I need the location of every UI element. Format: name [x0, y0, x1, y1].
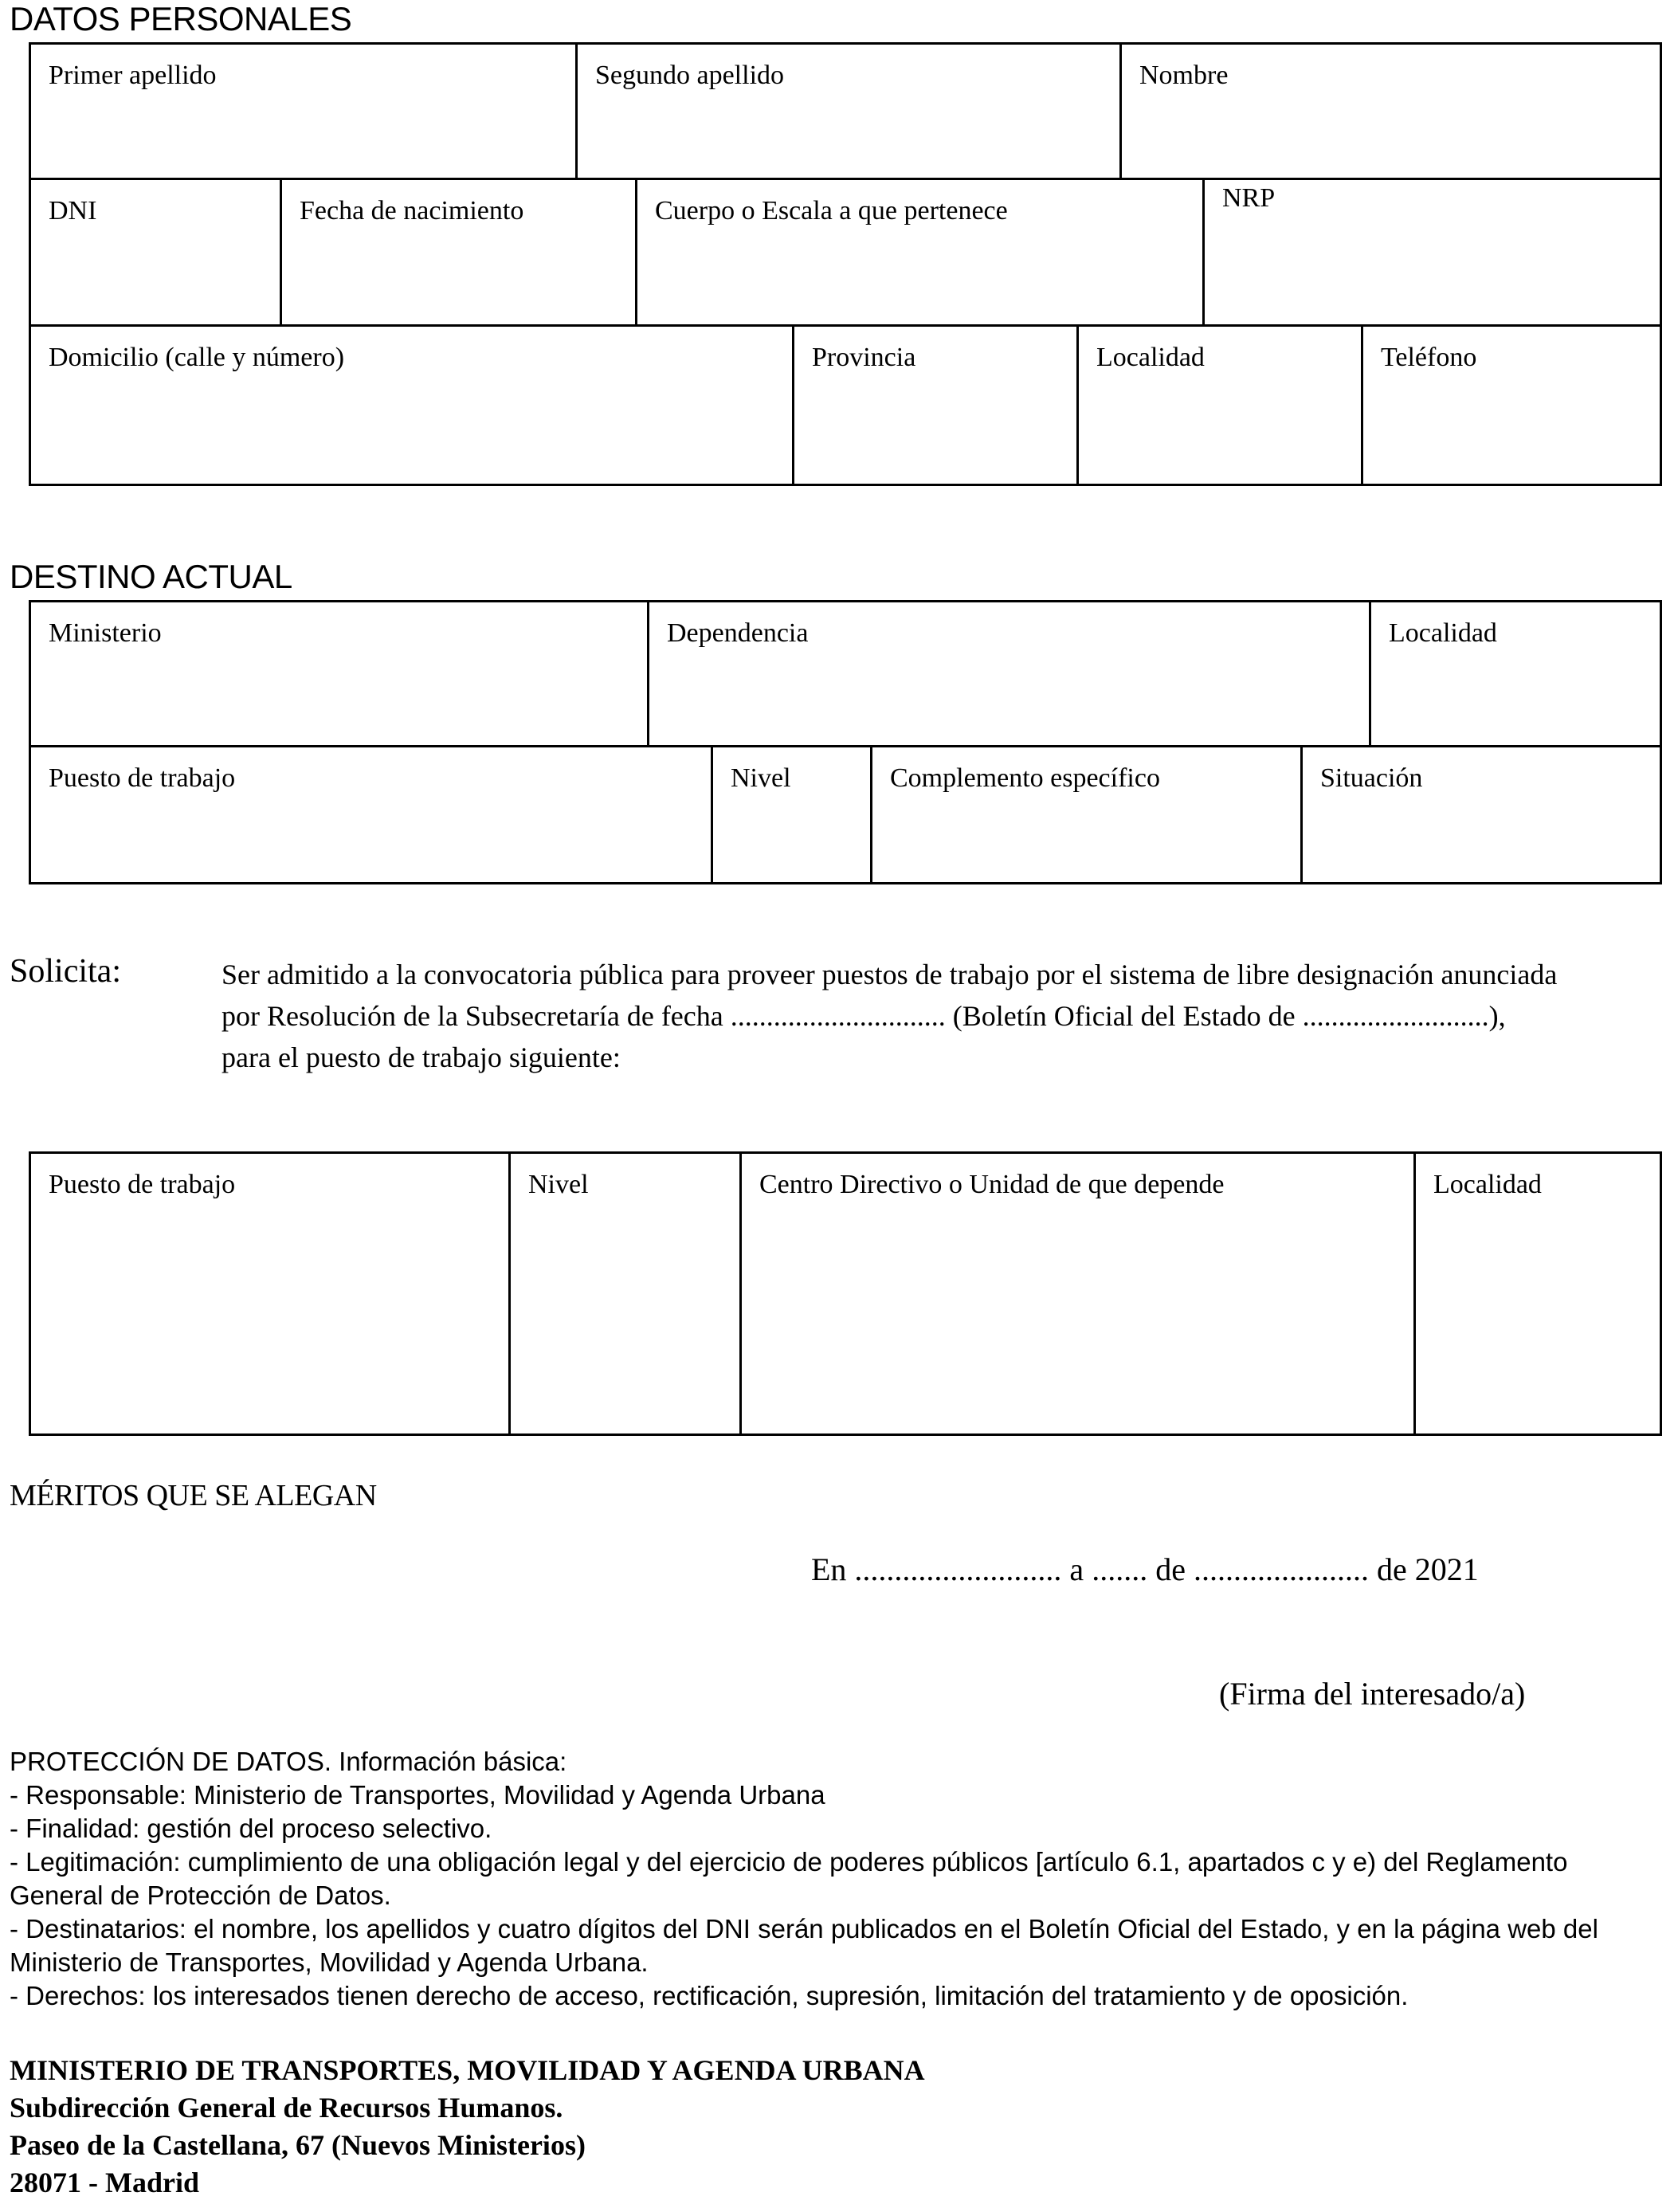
telefono-field[interactable] [1363, 327, 1660, 486]
footer-line: Subdirección General de Recursos Humanos. [10, 2092, 563, 2124]
field-label: Domicilio (calle y número) [49, 343, 345, 372]
puesto-trabajo-actual-field[interactable] [31, 747, 713, 884]
proteccion-line: - Legitimación: cumplimiento de una obligación legal y del ejercicio de poderes públicos [artículo 6.1, apartados c y e) del Reglamento General de Protección de Datos. [10, 1847, 1568, 1910]
localidad-destino-field[interactable] [1371, 602, 1660, 745]
field-label: Localidad [1433, 1170, 1542, 1199]
field-label: NRP [1222, 183, 1276, 213]
field-label: Teléfono [1381, 343, 1477, 372]
nrp-field[interactable] [1205, 180, 1660, 324]
solicita-line: para el puesto de trabajo siguiente: [222, 1041, 621, 1073]
field-label: Ministerio [49, 618, 162, 648]
destino-actual-row-1 [31, 602, 1660, 747]
localidad-solicitada-field[interactable] [1416, 1154, 1660, 1436]
nombre-field[interactable] [1122, 45, 1660, 178]
datos-personales-row-2 [31, 180, 1660, 327]
footer-line: MINISTERIO DE TRANSPORTES, MOVILIDAD Y AGENDA URBANA [10, 2054, 925, 2086]
proteccion-line: - Destinatarios: el nombre, los apellidos y cuatro dígitos del DNI serán publicados en el Boletín Oficial del Estado, y en la página web del Ministerio de Transportes, Movilidad y Agenda Urbana. [10, 1914, 1598, 1977]
footer-line: 28071 - Madrid [10, 2167, 199, 2198]
field-label: Provincia [812, 343, 916, 372]
solicita-label: Solicita: [10, 953, 121, 990]
datos-personales-row-3 [31, 327, 1660, 486]
datos-personales-table [29, 42, 1662, 486]
solicita-text [222, 954, 1656, 1078]
proteccion-datos [10, 1745, 1651, 2013]
primer-apellido-field[interactable] [31, 45, 578, 178]
ministerio-field[interactable] [31, 602, 649, 745]
field-label: DNI [49, 196, 97, 226]
puesto-solicitado-table [29, 1151, 1662, 1436]
centro-directivo-field[interactable] [742, 1154, 1416, 1436]
field-label: Situación [1320, 763, 1423, 793]
localidad-field[interactable] [1079, 327, 1363, 486]
nivel-actual-field[interactable] [713, 747, 872, 884]
firma-label: (Firma del interesado/a) [1219, 1676, 1526, 1712]
datos-personales-row-1 [31, 45, 1660, 180]
puesto-trabajo-solicitado-field[interactable] [31, 1154, 511, 1436]
field-label: Dependencia [667, 618, 809, 648]
field-label: Localidad [1096, 343, 1205, 372]
dependencia-field[interactable] [649, 602, 1371, 745]
proteccion-line: PROTECCIÓN DE DATOS. Información básica: [10, 1747, 567, 1776]
destino-actual-row-2 [31, 747, 1660, 884]
field-label: Segundo apellido [595, 61, 785, 90]
fecha-nacimiento-field[interactable] [282, 180, 637, 324]
field-label: Centro Directivo o Unidad de que depende [759, 1170, 1225, 1199]
cuerpo-escala-field[interactable] [637, 180, 1205, 324]
destino-actual-title: DESTINO ACTUAL [10, 558, 292, 595]
footer-line: Paseo de la Castellana, 67 (Nuevos Ministerios) [10, 2129, 586, 2161]
field-label: Nivel [731, 763, 791, 793]
field-label: Nombre [1139, 61, 1229, 90]
field-label: Cuerpo o Escala a que pertenece [655, 196, 1008, 226]
meritos-title: MÉRITOS QUE SE ALEGAN [10, 1479, 377, 1512]
field-label: Fecha de nacimiento [300, 196, 524, 226]
field-label: Puesto de trabajo [49, 1170, 236, 1199]
field-label: Localidad [1389, 618, 1497, 648]
field-label: Primer apellido [49, 61, 217, 90]
complemento-especifico-field[interactable] [872, 747, 1303, 884]
proteccion-line: - Responsable: Ministerio de Transportes, Movilidad y Agenda Urbana [10, 1780, 825, 1810]
dni-field[interactable] [31, 180, 282, 324]
solicita-line: Ser admitido a la convocatoria pública para proveer puestos de trabajo por el sistema de libre designación anunciada [222, 959, 1558, 990]
provincia-field[interactable] [794, 327, 1079, 486]
ministerio-footer [10, 2052, 925, 2202]
segundo-apellido-field[interactable] [578, 45, 1122, 178]
destino-actual-table [29, 600, 1662, 884]
datos-personales-title: DATOS PERSONALES [10, 0, 352, 37]
field-label: Puesto de trabajo [49, 763, 236, 793]
field-label: Nivel [528, 1170, 589, 1199]
nivel-solicitado-field[interactable] [511, 1154, 742, 1436]
situacion-field[interactable] [1303, 747, 1660, 884]
lugar-fecha: En .......................... a ....... de ...................... de 2021 [811, 1551, 1479, 1587]
field-label: Complemento específico [890, 763, 1160, 793]
puesto-solicitado-row [31, 1154, 1660, 1436]
domicilio-field[interactable] [31, 327, 794, 486]
solicita-line: por Resolución de la Subsecretaría de fecha .............................. (Boletín Oficial del Estado de ..........................), [222, 1000, 1506, 1032]
proteccion-line: - Derechos: los interesados tienen derecho de acceso, rectificación, supresión, limitación del tratamiento y de oposición. [10, 1981, 1409, 2010]
proteccion-line: - Finalidad: gestión del proceso selectivo. [10, 1814, 492, 1843]
